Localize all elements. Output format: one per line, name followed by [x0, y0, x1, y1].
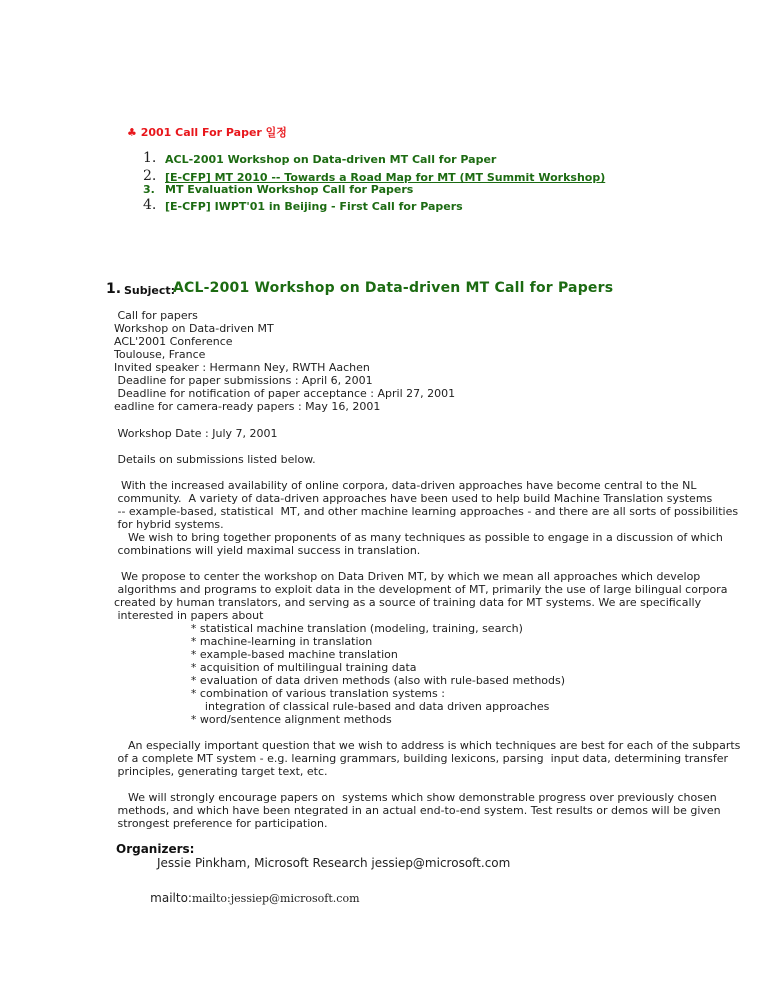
subject-title: ACL-2001 Workshop on Data-driven MT Call for Papers: [173, 280, 614, 296]
organizer-line: Jessie Pinkham, Microsoft Research jessiep@microsoft.com: [157, 856, 511, 870]
body-line: Invited speaker : Hermann Ney, RWTH Aachen: [114, 361, 370, 374]
toc-link-iwpt01[interactable]: [E-CFP] IWPT'01 in Beijing - First Call for Papers: [165, 200, 463, 213]
body-line: strongest preference for participation.: [114, 817, 328, 830]
body-line: ACL'2001 Conference: [114, 335, 233, 348]
body-line: Deadline for notification of paper acceptance : April 27, 2001: [114, 387, 456, 400]
mailto-link[interactable]: mailto:jessiep@microsoft.com: [191, 892, 360, 905]
mailto-label: mailto:: [150, 891, 192, 905]
body-line: for hybrid systems.: [114, 518, 224, 531]
body-line: combinations will yield maximal success in translation.: [114, 544, 421, 557]
bullet-item-continuation: integration of classical rule-based and data driven approaches: [114, 700, 550, 713]
body-line: Workshop Date : July 7, 2001: [114, 427, 278, 440]
body-line: community. A variety of data-driven approaches have been used to help build Machine Translation systems: [114, 492, 713, 505]
toc-number: 2.: [143, 168, 157, 184]
bullet-item: * statistical machine translation (modeling, training, search): [114, 622, 523, 635]
body-line: An especially important question that we wish to address is which techniques are best for each of the subparts: [114, 739, 741, 752]
body-line: algorithms and programs to exploit data in the development of MT, primarily the use of large bilingual corpora: [114, 583, 728, 596]
body-line: With the increased availability of online corpora, data-driven approaches have become central to the NL: [114, 479, 697, 492]
body-line: We wish to bring together proponents of as many techniques as possible to engage in a discussion of which: [114, 531, 723, 544]
body-line: principles, generating target text, etc.: [114, 765, 328, 778]
toc-link-mt-evaluation[interactable]: MT Evaluation Workshop Call for Papers: [165, 183, 414, 196]
organizers-heading: Organizers:: [116, 842, 195, 856]
organizer-mailto[interactable]: [140, 868, 360, 906]
bullet-item: * acquisition of multilingual training data: [114, 661, 417, 674]
subject-label: Subject:: [124, 284, 176, 297]
body-line: We will strongly encourage papers on systems which show demonstrable progress over previously chosen: [114, 791, 717, 804]
toc-link-acl-2001[interactable]: ACL-2001 Workshop on Data-driven MT Call for Paper: [165, 153, 497, 166]
toc-number: 4.: [143, 197, 157, 213]
bullet-item: * machine-learning in translation: [114, 635, 373, 648]
body-line: created by human translators, and serving as a source of training data for MT systems. We are specifically: [114, 596, 702, 609]
body-line: Workshop on Data-driven MT: [114, 322, 274, 335]
body-line: Call for papers: [114, 309, 198, 322]
body-line: methods, and which have been ntegrated in an actual end-to-end system. Test results or demos will be given: [114, 804, 721, 817]
bullet-item: * evaluation of data driven methods (also with rule-based methods): [114, 674, 566, 687]
body-line: -- example-based, statistical MT, and other machine learning approaches - and there are all sorts of possibilities: [114, 505, 739, 518]
toc-link-mt-2010[interactable]: [E-CFP] MT 2010 -- Towards a Road Map for MT (MT Summit Workshop): [165, 171, 606, 184]
bullet-item: * example-based machine translation: [114, 648, 398, 661]
bullet-item: * word/sentence alignment methods: [114, 713, 392, 726]
body-line: Details on submissions listed below.: [114, 453, 316, 466]
body-line: Deadline for paper submissions : April 6, 2001: [114, 374, 373, 387]
section-heading: ♣ 2001 Call For Paper 일정: [127, 126, 287, 139]
body-line: interested in papers about: [114, 609, 264, 622]
body-line: of a complete MT system - e.g. learning grammars, building lexicons, parsing input data, determining transfer: [114, 752, 729, 765]
body-line: Toulouse, France: [114, 348, 206, 361]
toc-number: 3.: [143, 183, 155, 196]
subject-number: 1.: [106, 281, 122, 297]
body-line: eadline for camera-ready papers : May 16, 2001: [114, 400, 381, 413]
bullet-item: * combination of various translation systems :: [114, 687, 445, 700]
body-line: We propose to center the workshop on Data Driven MT, by which we mean all approaches which develop: [114, 570, 701, 583]
toc-number: 1.: [143, 150, 157, 166]
